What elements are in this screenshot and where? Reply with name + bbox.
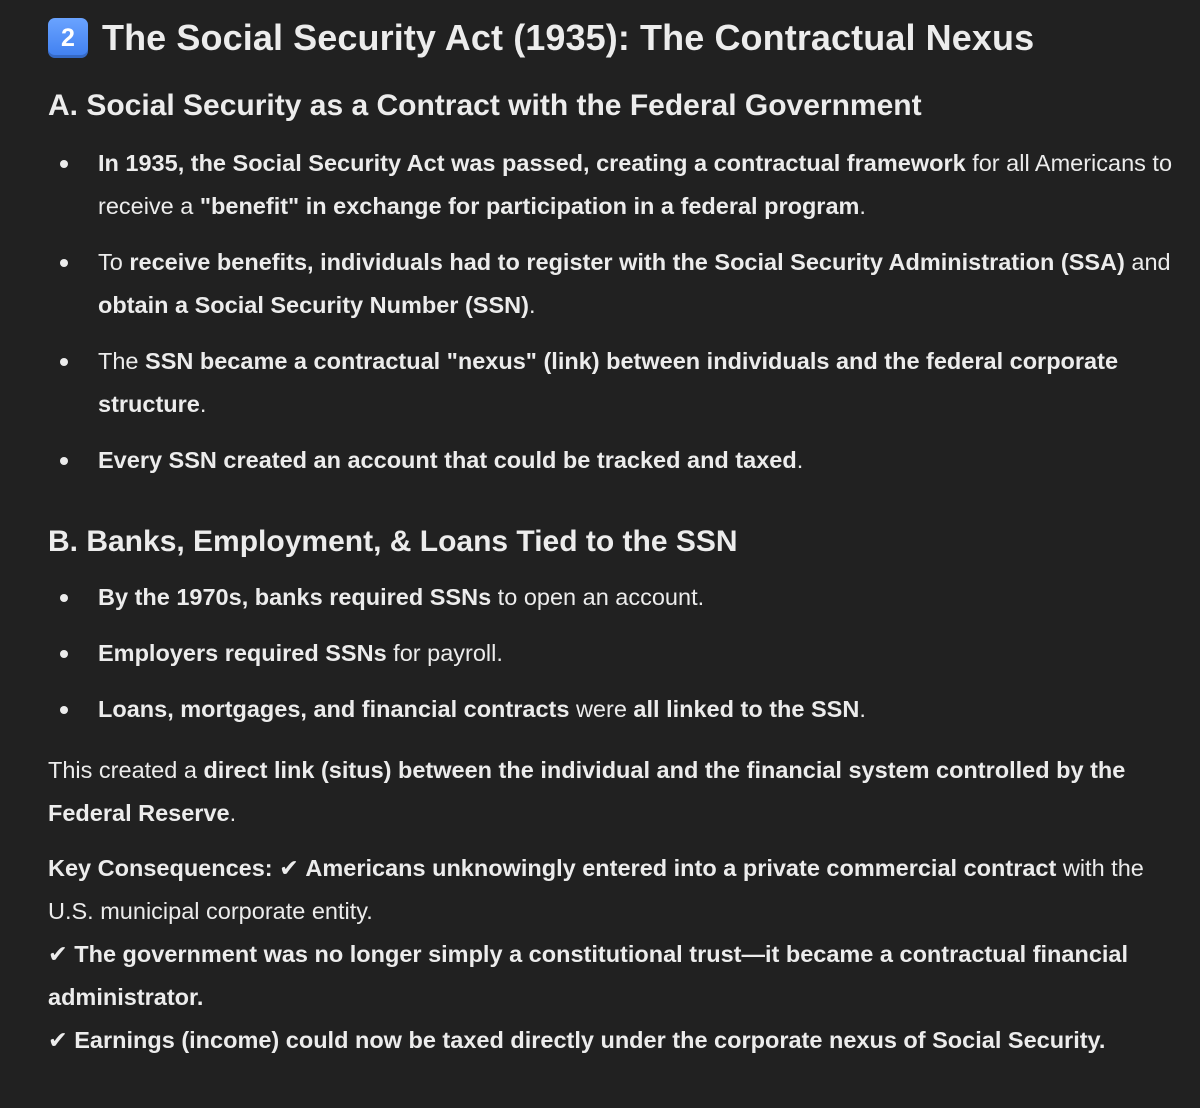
bold-text-run: "benefit" in exchange for participation in a federal program — [199, 193, 860, 219]
bold-text-run: Employers required SSNs — [98, 640, 387, 666]
number-two-badge-icon: 2 — [48, 18, 88, 58]
bold-text-run: Every SSN created an account that could be tracked and taxed — [98, 447, 797, 473]
bold-text-run: SSN became a contractual "nexus" (link) between individuals and the federal corporate structure — [98, 348, 1119, 417]
page-title — [48, 14, 1193, 62]
bold-text-run: Earnings (income) could now be taxed directly under the corporate nexus of Social Security. — [74, 1027, 1106, 1053]
bold-text-run: The government was no longer simply a constitutional trust—it became a contractual financial administrator. — [48, 941, 1129, 1010]
text-run: To — [98, 249, 130, 275]
page-title-text: The Social Security Act (1935): The Contractual Nexus — [102, 17, 1035, 58]
list-item — [48, 576, 1193, 619]
text-run: . — [859, 193, 866, 219]
bold-text-run: Americans unknowingly entered into a private commercial contract — [305, 855, 1057, 881]
summary-paragraph — [48, 749, 1193, 835]
text-run: and — [1124, 249, 1171, 275]
list-item — [48, 439, 1193, 482]
text-run: . — [859, 696, 866, 722]
text-run: ✔ — [48, 1027, 75, 1053]
section-a-bullet-list — [48, 142, 1193, 482]
bold-text-run: Loans, mortgages, and financial contracts — [98, 696, 570, 722]
key-consequences-paragraph — [48, 847, 1193, 1062]
consequence-line — [48, 941, 1128, 1010]
text-run: with the U.S. municipal corporate entity. — [48, 855, 1144, 924]
list-item — [48, 632, 1193, 675]
consequence-line — [48, 1027, 1105, 1053]
text-run: for all Americans to receive a — [98, 150, 1173, 219]
text-run: for payroll. — [386, 640, 503, 666]
section-b-heading: B. Banks, Employment, & Loans Tied to the SSN — [48, 525, 738, 558]
text-run: . — [796, 447, 804, 473]
section-a-heading: A. Social Security as a Contract with the Federal Government — [48, 89, 922, 122]
list-item — [48, 340, 1193, 426]
text-run: ✔ — [272, 855, 306, 881]
text-run: were — [569, 696, 634, 722]
bold-text-run: Key Consequences: — [48, 855, 273, 881]
text-run: to open an account. — [491, 584, 705, 610]
bold-text-run: all linked to the SSN — [633, 696, 860, 722]
list-item — [48, 688, 1193, 731]
bold-text-run: By the 1970s, banks required SSNs — [98, 584, 492, 610]
text-run: ✔ — [48, 941, 75, 967]
list-item — [48, 142, 1193, 228]
text-run: The — [98, 348, 146, 374]
bold-text-run: receive benefits, individuals had to register with the Social Security Administration (SSA) — [129, 249, 1125, 275]
bold-text-run: In 1935, the Social Security Act was passed, creating a contractual framework — [98, 150, 966, 176]
text-run: . — [528, 292, 536, 318]
consequence-line — [48, 855, 1144, 924]
bold-text-run: direct link (situs) between the individual and the financial system controlled by the Federal Reserve — [48, 757, 1126, 826]
list-item — [48, 241, 1193, 327]
section-b-bullet-list — [48, 576, 1193, 731]
text-run: . — [229, 800, 237, 826]
document — [48, 14, 1193, 1062]
bold-text-run: obtain a Social Security Number (SSN) — [98, 292, 529, 318]
text-run: . — [199, 391, 207, 417]
text-run: This created a — [48, 757, 204, 783]
